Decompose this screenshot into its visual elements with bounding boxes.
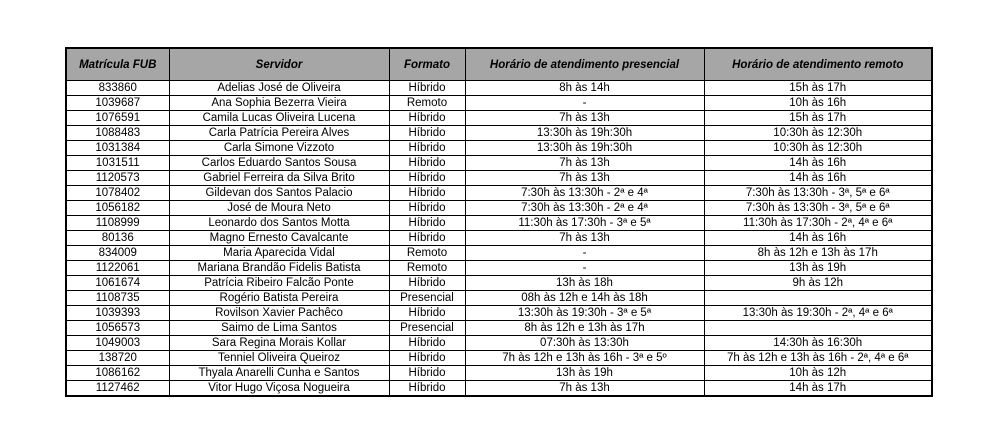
- cell-horario-presencial: 13h às 18h: [465, 276, 704, 291]
- cell-horario-presencial: 8h às 12h e 13h às 17h: [465, 321, 704, 336]
- cell-horario-remoto: 14h às 16h: [704, 156, 932, 171]
- cell-matricula: 1086162: [66, 366, 169, 381]
- cell-horario-remoto: 7h às 12h e 13h às 16h - 2ª, 4ª e 6ª: [704, 351, 932, 366]
- cell-horario-presencial: 7h às 13h: [465, 381, 704, 397]
- schedule-sheet: [65, 47, 931, 397]
- cell-horario-presencial: 7h às 13h: [465, 156, 704, 171]
- cell-matricula: 1056182: [66, 201, 169, 216]
- header-matricula: Matrícula FUB: [66, 48, 169, 81]
- cell-matricula: 1078402: [66, 186, 169, 201]
- cell-horario-remoto: [704, 291, 932, 306]
- cell-matricula: 1061674: [66, 276, 169, 291]
- cell-matricula: 1088483: [66, 126, 169, 141]
- cell-horario-remoto: 10h às 16h: [704, 96, 932, 111]
- cell-formato: Híbrido: [389, 156, 465, 171]
- cell-formato: Híbrido: [389, 81, 465, 96]
- table-row: [66, 321, 932, 336]
- cell-formato: Presencial: [389, 291, 465, 306]
- cell-matricula: 1031511: [66, 156, 169, 171]
- cell-horario-presencial: 7h às 13h: [465, 111, 704, 126]
- cell-horario-remoto: 14h às 16h: [704, 231, 932, 246]
- cell-servidor: Rovilson Xavier Pachêco: [169, 306, 389, 321]
- cell-horario-remoto: 15h às 17h: [704, 81, 932, 96]
- cell-horario-presencial: 13h às 19h: [465, 366, 704, 381]
- cell-servidor: Patrícia Ribeiro Falcão Ponte: [169, 276, 389, 291]
- header-servidor: Servidor: [169, 48, 389, 81]
- cell-horario-remoto: 10:30h às 12:30h: [704, 141, 932, 156]
- cell-horario-remoto: 10h às 12h: [704, 366, 932, 381]
- cell-servidor: Camila Lucas Oliveira Lucena: [169, 111, 389, 126]
- cell-matricula: 1076591: [66, 111, 169, 126]
- cell-servidor: Carlos Eduardo Santos Sousa: [169, 156, 389, 171]
- cell-horario-presencial: 7:30h às 13:30h - 2ª e 4ª: [465, 201, 704, 216]
- table-row: [66, 276, 932, 291]
- cell-horario-remoto: 14h às 17h: [704, 381, 932, 397]
- cell-servidor: Magno Ernesto Cavalcante: [169, 231, 389, 246]
- header-horario-remoto: Horário de atendimento remoto: [704, 48, 932, 81]
- cell-servidor: Gildevan dos Santos Palacio: [169, 186, 389, 201]
- table-row: [66, 126, 932, 141]
- cell-servidor: Maria Aparecida Vidal: [169, 246, 389, 261]
- cell-formato: Híbrido: [389, 201, 465, 216]
- cell-horario-remoto: 13h às 19h: [704, 261, 932, 276]
- table-row: [66, 306, 932, 321]
- cell-matricula: 138720: [66, 351, 169, 366]
- cell-servidor: Carla Patrícia Pereira Alves: [169, 126, 389, 141]
- cell-formato: Híbrido: [389, 111, 465, 126]
- cell-horario-presencial: 13:30h às 19h:30h: [465, 126, 704, 141]
- cell-horario-remoto: 8h às 12h e 13h às 17h: [704, 246, 932, 261]
- cell-formato: Híbrido: [389, 336, 465, 351]
- cell-horario-remoto: 14h às 16h: [704, 171, 932, 186]
- cell-horario-presencial: 13:30h às 19h:30h: [465, 141, 704, 156]
- cell-horario-remoto: 7:30h às 13:30h - 3ª, 5ª e 6ª: [704, 186, 932, 201]
- cell-matricula: 1049003: [66, 336, 169, 351]
- table-row: [66, 246, 932, 261]
- table-row: [66, 186, 932, 201]
- cell-horario-remoto: 10:30h às 12:30h: [704, 126, 932, 141]
- table-row: [66, 96, 932, 111]
- cell-matricula: 1039687: [66, 96, 169, 111]
- cell-horario-presencial: 13:30h às 19:30h - 3ª e 5ª: [465, 306, 704, 321]
- cell-matricula: 834009: [66, 246, 169, 261]
- cell-servidor: Ana Sophia Bezerra Vieira: [169, 96, 389, 111]
- cell-formato: Híbrido: [389, 231, 465, 246]
- cell-horario-remoto: 15h às 17h: [704, 111, 932, 126]
- table-row: [66, 336, 932, 351]
- cell-servidor: Vitor Hugo Viçosa Nogueira: [169, 381, 389, 397]
- cell-horario-presencial: -: [465, 261, 704, 276]
- cell-servidor: Sara Regina Morais Kollar: [169, 336, 389, 351]
- table-row: [66, 216, 932, 231]
- table-row: [66, 141, 932, 156]
- cell-horario-remoto: 14:30h às 16:30h: [704, 336, 932, 351]
- cell-matricula: 1108735: [66, 291, 169, 306]
- cell-horario-presencial: 7h às 12h e 13h às 16h - 3ª e 5º: [465, 351, 704, 366]
- cell-horario-presencial: 11:30h às 17:30h - 3ª e 5ª: [465, 216, 704, 231]
- table-row: [66, 156, 932, 171]
- cell-formato: Híbrido: [389, 381, 465, 397]
- table-row: [66, 111, 932, 126]
- cell-horario-remoto: 11:30h às 17:30h - 2ª, 4ª e 6ª: [704, 216, 932, 231]
- cell-horario-presencial: -: [465, 246, 704, 261]
- header-formato: Formato: [389, 48, 465, 81]
- cell-matricula: 1039393: [66, 306, 169, 321]
- cell-formato: Híbrido: [389, 276, 465, 291]
- cell-horario-presencial: -: [465, 96, 704, 111]
- table-row: [66, 231, 932, 246]
- header-horario-presencial: Horário de atendimento presencial: [465, 48, 704, 81]
- cell-formato: Híbrido: [389, 186, 465, 201]
- cell-horario-remoto: 7:30h às 13:30h - 3ª, 5ª e 6ª: [704, 201, 932, 216]
- cell-formato: Remoto: [389, 246, 465, 261]
- cell-formato: Presencial: [389, 321, 465, 336]
- cell-matricula: 1120573: [66, 171, 169, 186]
- cell-horario-presencial: 7h às 13h: [465, 171, 704, 186]
- cell-formato: Remoto: [389, 261, 465, 276]
- cell-formato: Híbrido: [389, 171, 465, 186]
- cell-formato: Remoto: [389, 96, 465, 111]
- cell-matricula: 1108999: [66, 216, 169, 231]
- cell-horario-remoto: 9h às 12h: [704, 276, 932, 291]
- cell-formato: Híbrido: [389, 126, 465, 141]
- cell-servidor: José de Moura Neto: [169, 201, 389, 216]
- cell-servidor: Carla Simone Vizzoto: [169, 141, 389, 156]
- table-row: [66, 381, 932, 397]
- cell-servidor: Thyala Anarelli Cunha e Santos: [169, 366, 389, 381]
- cell-horario-presencial: 07:30h às 13:30h: [465, 336, 704, 351]
- cell-formato: Híbrido: [389, 216, 465, 231]
- table-row: [66, 366, 932, 381]
- cell-matricula: 1031384: [66, 141, 169, 156]
- cell-servidor: Mariana Brandão Fidelis Batista: [169, 261, 389, 276]
- cell-matricula: 833860: [66, 81, 169, 96]
- cell-horario-presencial: 8h às 14h: [465, 81, 704, 96]
- cell-matricula: 1122061: [66, 261, 169, 276]
- cell-servidor: Tenniel Oliveira Queiroz: [169, 351, 389, 366]
- cell-formato: Híbrido: [389, 141, 465, 156]
- cell-formato: Híbrido: [389, 366, 465, 381]
- cell-matricula: 80136: [66, 231, 169, 246]
- table-header-row: [66, 48, 932, 81]
- cell-servidor: Rogério Batista Pereira: [169, 291, 389, 306]
- table-body: [66, 81, 932, 397]
- table-row: [66, 351, 932, 366]
- table-row: [66, 171, 932, 186]
- cell-horario-presencial: 7:30h às 13:30h - 2ª e 4ª: [465, 186, 704, 201]
- table-row: [66, 201, 932, 216]
- staff-schedule-table: [65, 47, 933, 397]
- cell-formato: Híbrido: [389, 306, 465, 321]
- cell-matricula: 1127462: [66, 381, 169, 397]
- cell-servidor: Gabriel Ferreira da Silva Brito: [169, 171, 389, 186]
- cell-horario-presencial: 7h às 13h: [465, 231, 704, 246]
- cell-servidor: Leonardo dos Santos Motta: [169, 216, 389, 231]
- table-row: [66, 291, 932, 306]
- table-row: [66, 261, 932, 276]
- table-row: [66, 81, 932, 96]
- cell-formato: Híbrido: [389, 351, 465, 366]
- cell-horario-presencial: 08h às 12h e 14h às 18h: [465, 291, 704, 306]
- cell-horario-remoto: 13:30h às 19:30h - 2ª, 4ª e 6ª: [704, 306, 932, 321]
- cell-horario-remoto: [704, 321, 932, 336]
- cell-servidor: Saimo de Lima Santos: [169, 321, 389, 336]
- cell-matricula: 1056573: [66, 321, 169, 336]
- cell-servidor: Adelias José de Oliveira: [169, 81, 389, 96]
